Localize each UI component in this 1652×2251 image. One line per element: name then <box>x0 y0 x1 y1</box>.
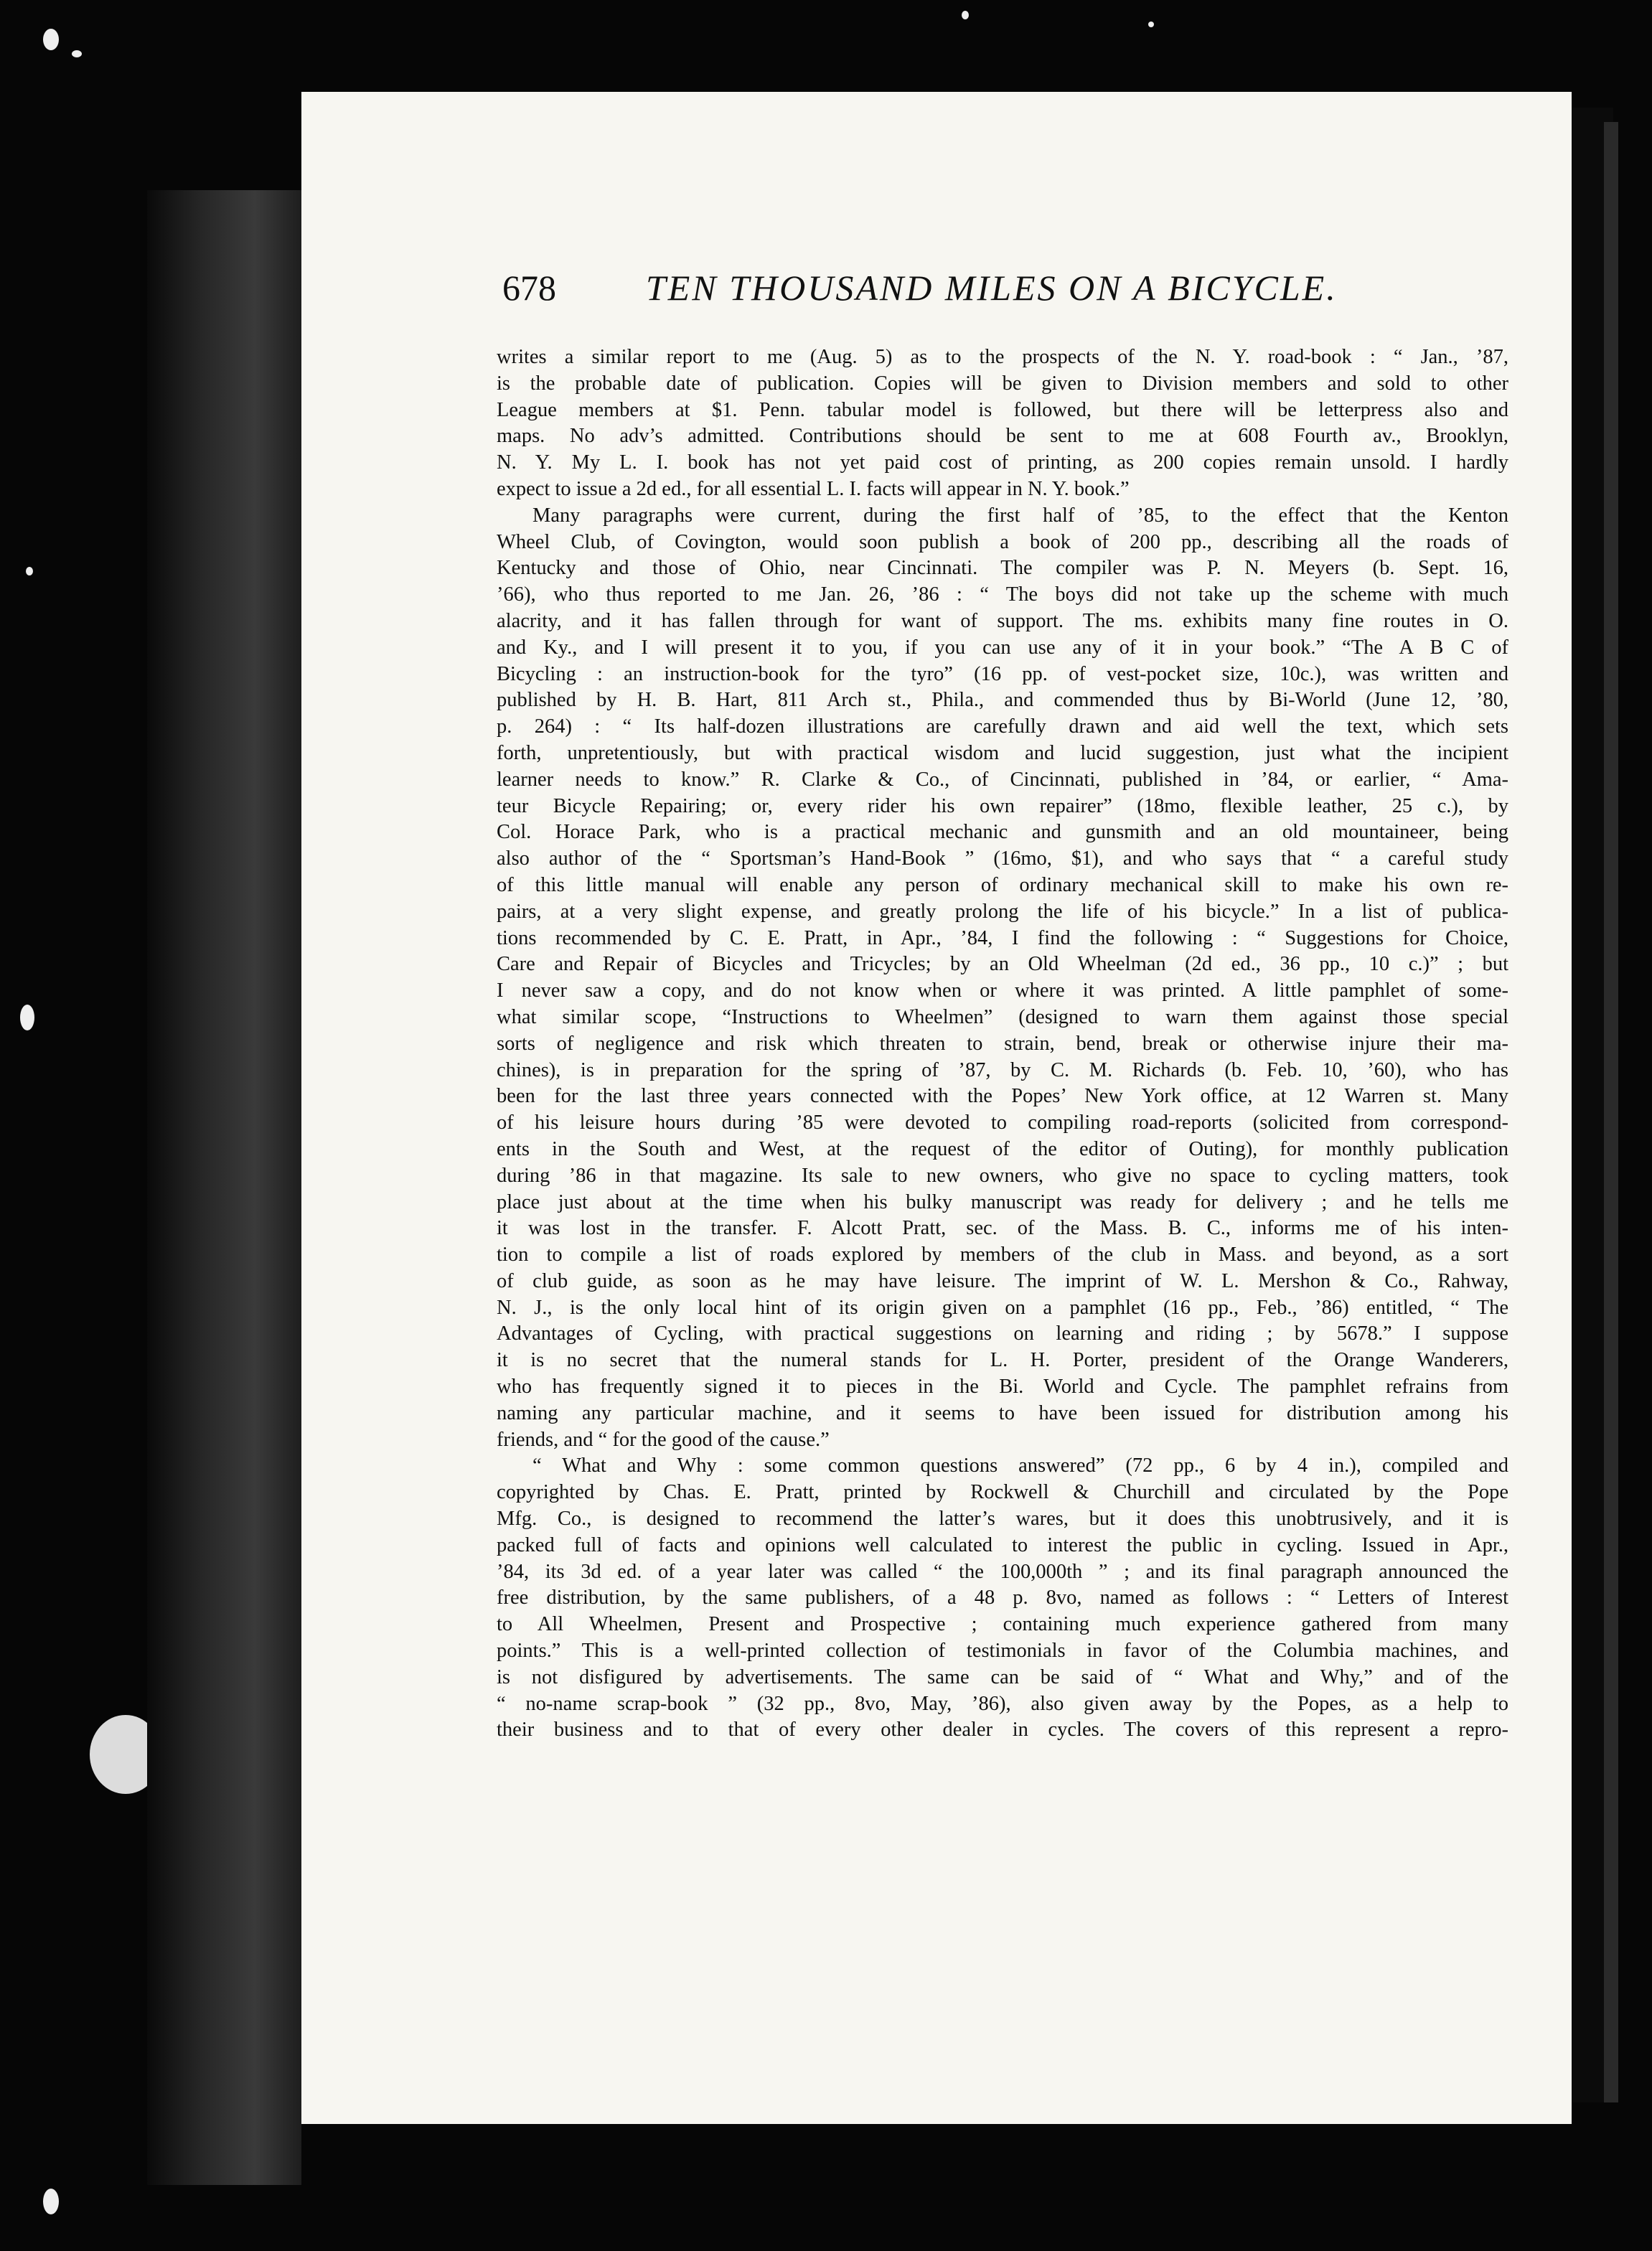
text-line: forth, unpretentiously, but with practical wisdom and lucid suggestion, just what the incipient <box>497 741 1508 764</box>
text-line: their business and to that of every other dealer in cycles. The covers of this represent a repro- <box>497 1719 1508 1742</box>
text-line: ents in the South and West, at the request of the editor of Outing), for monthly publication <box>497 1137 1508 1160</box>
text-line: “ What and Why : some common questions answered” (72 pp., 6 by 4 in.), compiled and <box>532 1455 1508 1477</box>
text-line: N. J., is the only local hint of its origin given on a pamphlet (16 pp., Feb., ’86) entitled, “ The <box>497 1296 1508 1319</box>
text-line: is the probable date of publication. Copies will be given to Division members and sold to other <box>497 372 1508 395</box>
page-number: 678 <box>502 268 556 308</box>
text-line: Bicycling : an instruction-book for the tyro” (16 pp. of vest-pocket size, 10c.), was written and <box>497 662 1508 685</box>
text-line: maps. No adv’s admitted. Contributions should be sent to me at 608 Fourth av., Brooklyn, <box>497 425 1508 448</box>
text-line: pairs, at a very slight expense, and greatly prolong the life of his bicycle.” In a list of publica- <box>497 900 1508 923</box>
dust-speck <box>1148 22 1154 27</box>
text-line: to All Wheelmen, Present and Prospective ; containing much experience gathered from many <box>497 1613 1508 1636</box>
text-line: p. 264) : “ Its half-dozen illustrations are carefully drawn and aid well the text, which sets <box>497 715 1508 738</box>
text-line: tion to compile a list of roads explored by members of the club in Mass. and beyond, as a sort <box>497 1244 1508 1267</box>
text-line: Advantages of Cycling, with practical suggestions on learning and riding ; by 5678.” I suppose <box>497 1322 1508 1345</box>
text-line: it is no secret that the numeral stands for L. H. Porter, president of the Orange Wanderers, <box>497 1349 1508 1372</box>
text-line: copyrighted by Chas. E. Pratt, printed by Rockwell & Churchill and circulated by the Pope <box>497 1481 1508 1504</box>
text-line: Many paragraphs were current, during the first half of ’85, to the effect that the Kenton <box>532 504 1508 527</box>
text-line: teur Bicycle Repairing; or, every rider his own repairer” (18mo, flexible leather, 25 c.), by <box>497 794 1508 817</box>
text-line: Wheel Club, of Covington, would soon publish a book of 200 pp., describing all the roads of <box>497 530 1508 553</box>
book-spine <box>1604 122 1618 2102</box>
text-line: it was lost in the transfer. F. Alcott Pratt, sec. of the Mass. B. C., informs me of his inten- <box>497 1217 1508 1240</box>
text-line: naming any particular machine, and it seems to have been issued for distribution among his <box>497 1401 1508 1424</box>
dust-speck <box>43 2189 59 2214</box>
dust-speck <box>20 1005 34 1030</box>
text-line: been for the last three years connected with the Popes’ New York office, at 12 Warren st. Many <box>497 1085 1508 1108</box>
text-line: ’84, its 3d ed. of a year later was called “ the 100,000th ” ; and its final paragraph announced the <box>497 1560 1508 1583</box>
dust-speck <box>962 11 969 19</box>
dust-speck <box>26 567 33 575</box>
text-line: free distribution, by the same publishers, of a 48 p. 8vo, named as follows : “ Letters of Interest <box>497 1587 1508 1609</box>
text-line: and Ky., and I will present it to you, if you can use any of it in your book.” “The A B C of <box>497 636 1508 659</box>
text-line: is not disfigured by advertisements. The same can be said of “ What and Why,” and of the <box>497 1665 1508 1688</box>
text-line: League members at $1. Penn. tabular model is followed, but there will be letterpress also and <box>497 398 1508 421</box>
text-line: friends, and “ for the good of the cause.” <box>497 1428 830 1451</box>
text-line: Col. Horace Park, who is a practical mechanic and gunsmith and an old mountaineer, being <box>497 821 1508 844</box>
text-line: also author of the “ Sportsman’s Hand-Book ” (16mo, $1), and who says that “ a careful study <box>497 847 1508 870</box>
text-line: I never saw a copy, and do not know when or where it was printed. A little pamphlet of some- <box>497 979 1508 1002</box>
text-line: alacrity, and it has fallen through for want of support. The ms. exhibits many fine routes in O. <box>497 609 1508 632</box>
text-line: place just about at the time when his bulky manuscript was ready for delivery ; and he tells me <box>497 1190 1508 1213</box>
dust-speck <box>72 50 82 57</box>
text-line: Mfg. Co., is designed to recommend the latter’s wares, but it does this unobtrusively, and it is <box>497 1508 1508 1531</box>
text-line: sorts of negligence and risk which threaten to strain, bend, break or otherwise injure their ma- <box>497 1032 1508 1055</box>
text-line: Kentucky and those of Ohio, near Cincinnati. The compiler was P. N. Meyers (b. Sept. 16, <box>497 557 1508 580</box>
text-line: ’66), who thus reported to me Jan. 26, ’86 : “ The boys did not take up the scheme with much <box>497 583 1508 606</box>
text-line: points.” This is a well-printed collection of testimonials in favor of the Columbia machines, and <box>497 1640 1508 1663</box>
text-line: tions recommended by C. E. Pratt, in Apr., ’84, I find the following : “ Suggestions for Choice, <box>497 926 1508 949</box>
dust-speck <box>43 29 59 50</box>
text-line: what similar scope, “Instructions to Wheelmen” (designed to warn them against those special <box>497 1005 1508 1028</box>
running-title: TEN THOUSAND MILES ON A BICYCLE. <box>646 268 1338 308</box>
text-line: packed full of facts and opinions well calculated to interest the public in cycling. Issued in Apr., <box>497 1533 1508 1556</box>
text-line: expect to issue a 2d ed., for all essential L. I. facts will appear in N. Y. book.” <box>497 477 1130 500</box>
body-text <box>497 344 1508 1744</box>
text-line: writes a similar report to me (Aug. 5) as to the prospects of the N. Y. road-book : “ Jan., ’87, <box>497 346 1508 368</box>
text-line: “ no-name scrap-book ” (32 pp., 8vo, May, ’86), also given away by the Popes, as a help to <box>497 1692 1508 1715</box>
text-line: of club guide, as soon as he may have leisure. The imprint of W. L. Mershon & Co., Rahway, <box>497 1269 1508 1292</box>
text-line: learner needs to know.” R. Clarke & Co., of Cincinnati, published in ’84, or earlier, “ Ama- <box>497 768 1508 791</box>
text-line: of this little manual will enable any person of ordinary mechanical skill to make his own re- <box>497 873 1508 896</box>
text-line: chines), is in preparation for the spring of ’87, by C. M. Richards (b. Feb. 10, ’60), who has <box>497 1058 1508 1081</box>
text-line: who has frequently signed it to pieces in the Bi. World and Cycle. The pamphlet refrains from <box>497 1376 1508 1399</box>
page-header <box>502 267 1478 324</box>
text-line: published by H. B. Hart, 811 Arch st., Phila., and commended thus by Bi-World (June 12, ’80, <box>497 689 1508 712</box>
text-line: of his leisure hours during ’85 were devoted to compiling road-reports (solicited from correspond- <box>497 1112 1508 1134</box>
text-line: Care and Repair of Bicycles and Tricycles; by an Old Wheelman (2d ed., 36 pp., 10 c.)” ; but <box>497 953 1508 976</box>
text-line: during ’86 in that magazine. Its sale to new owners, who give no space to cycling matters, took <box>497 1164 1508 1187</box>
text-line: N. Y. My L. I. book has not yet paid cost of printing, as 200 copies remain unsold. I hardly <box>497 451 1508 474</box>
book-page-edges <box>147 190 301 2185</box>
